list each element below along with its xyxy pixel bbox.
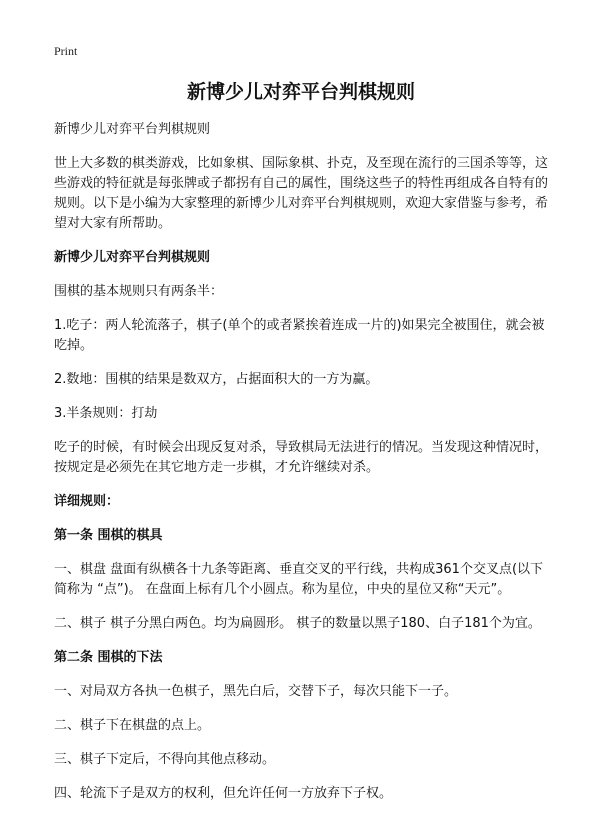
paragraph-play-4: 四、轮流下子是双方的权利，但允许任何一方放弃下子权。 bbox=[54, 786, 393, 801]
section-heading-details: 详细规则： bbox=[54, 494, 120, 509]
paragraph-stones: 二、棋子 棋子分黑白两色。均为扁圆形。 棋子的数量以黑子180、白子181个为宜。 bbox=[54, 616, 541, 631]
document-title: 新博少儿对弈平台判棋规则 bbox=[186, 81, 415, 103]
paragraph-play-1: 一、对局双方各执一色棋子，黑先白后，交替下子，每次只能下一子。 bbox=[54, 684, 458, 699]
print-label: Print bbox=[54, 44, 78, 58]
section-heading-rules: 新博少儿对弈平台判棋规则 bbox=[54, 250, 211, 265]
article-heading-play: 第二条 围棋的下法 bbox=[54, 650, 163, 665]
intro-paragraph: 世上大多数的棋类游戏，比如象棋、国际象棋、扑克，及至现在流行的三国杀等等，这些游戏的特征就是每张牌或子都拐有自己的属性，围绕这些子的特性再组成各自特有的规则。以下是小编为大家整理的新博少儿对弈平台判棋规则，欢迎大家借鉴与参考，希望对大家有所帮助。 bbox=[54, 156, 549, 231]
paragraph-basic-rules: 围棋的基本规则只有两条半： bbox=[54, 284, 224, 299]
rule-item-count: 2.数地：围棋的结果是数双方，占据面积大的一方为赢。 bbox=[54, 372, 379, 387]
paragraph-board: 一、棋盘 盘面有纵横各十九条等距离、垂直交叉的平行线，共构成361个交叉点(以下简称为 “点”)。 在盘面上标有几个小圆点。称为星位，中央的星位又称“天元”。 bbox=[54, 562, 544, 597]
rule-item-capture: 1.吃子：两人轮流落子，棋子(单个的或者紧挨着连成一片的)如果完全被围住，就会被吃掉。 bbox=[54, 318, 545, 353]
article-heading-equipment: 第一条 围棋的棋具 bbox=[54, 528, 163, 543]
document-subtitle: 新博少儿对弈平台判棋规则 bbox=[54, 122, 211, 137]
paragraph-play-2: 二、棋子下在棋盘的点上。 bbox=[54, 718, 211, 733]
paragraph-ko-explanation: 吃子的时候，有时候会出现反复对杀，导致棋局无法进行的情况。当发现这种情况时，按规定是必须先在其它地方走一步棋，才允许继续对杀。 bbox=[54, 440, 549, 475]
rule-item-ko: 3.半条规则：打劫 bbox=[54, 406, 158, 421]
paragraph-play-3: 三、棋子下定后，不得向其他点移动。 bbox=[54, 752, 276, 767]
